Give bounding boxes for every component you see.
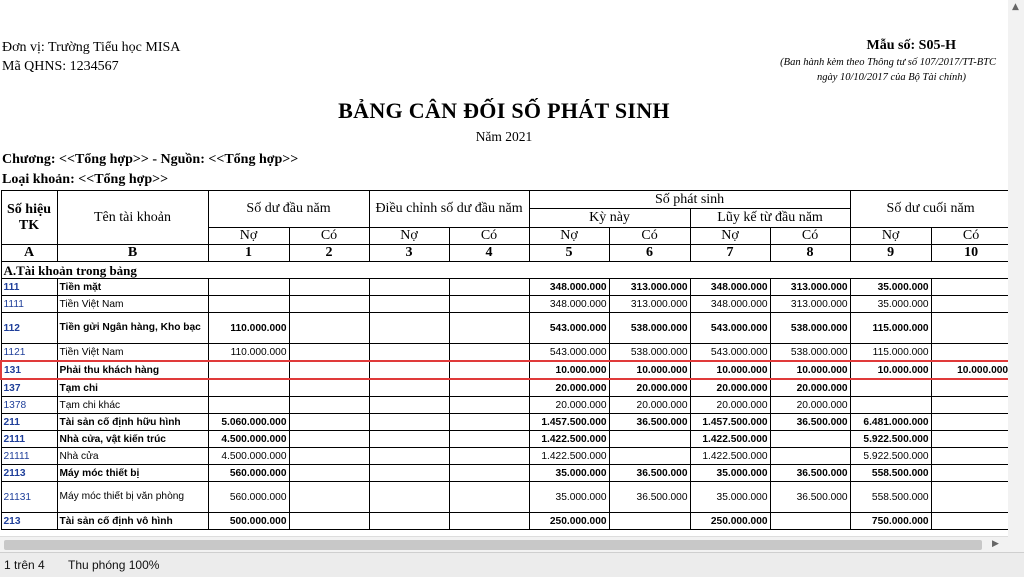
- account-code[interactable]: 1378: [1, 397, 57, 414]
- amount-cell: [369, 296, 449, 313]
- amount-cell: [609, 448, 690, 465]
- form-note-line2: ngày 10/10/2017 của Bộ Tài chính): [816, 72, 966, 83]
- amount-cell: 6.481.000.000: [850, 414, 931, 431]
- amount-cell: [931, 279, 1011, 296]
- column-label: 4: [449, 245, 529, 262]
- table-row: [1, 313, 1011, 344]
- amount-cell: 20.000.000: [609, 379, 690, 397]
- amount-cell: [931, 414, 1011, 431]
- amount-cell: [449, 296, 529, 313]
- amount-cell: 10.000.000: [690, 361, 770, 379]
- amount-cell: [449, 431, 529, 448]
- amount-cell: 313.000.000: [770, 279, 850, 296]
- header-credit: Có: [609, 228, 690, 245]
- amount-cell: [289, 414, 369, 431]
- column-label: 10: [931, 245, 1011, 262]
- account-name: Tài sản cố định vô hình: [57, 513, 208, 530]
- table-row: [1, 414, 1011, 431]
- amount-cell: 543.000.000: [690, 313, 770, 344]
- amount-cell: [931, 513, 1011, 530]
- amount-cell: 115.000.000: [850, 344, 931, 362]
- amount-cell: 1.457.500.000: [529, 414, 609, 431]
- account-code[interactable]: 21111: [1, 448, 57, 465]
- amount-cell: [770, 448, 850, 465]
- amount-cell: [369, 513, 449, 530]
- amount-cell: [449, 448, 529, 465]
- balance-table: [0, 190, 1012, 530]
- account-name: Tiền mặt: [57, 279, 208, 296]
- status-bar: [0, 552, 1024, 577]
- amount-cell: 1.457.500.000: [690, 414, 770, 431]
- amount-cell: 348.000.000: [529, 296, 609, 313]
- amount-cell: 313.000.000: [770, 296, 850, 313]
- amount-cell: 538.000.000: [770, 313, 850, 344]
- header-arising: Số phát sinh: [529, 191, 850, 209]
- amount-cell: [449, 397, 529, 414]
- header-debit: Nợ: [208, 228, 289, 245]
- amount-cell: [289, 344, 369, 362]
- amount-cell: [850, 397, 931, 414]
- account-name: Máy móc thiết bị: [57, 465, 208, 482]
- form-info: [780, 38, 996, 84]
- amount-cell: [931, 397, 1011, 414]
- column-label: 6: [609, 245, 690, 262]
- amount-cell: [208, 379, 289, 397]
- account-code[interactable]: 131: [1, 361, 57, 379]
- amount-cell: [369, 448, 449, 465]
- amount-cell: [289, 397, 369, 414]
- amount-cell: [931, 465, 1011, 482]
- amount-cell: [369, 482, 449, 513]
- account-code[interactable]: 211: [1, 414, 57, 431]
- amount-cell: 1.422.500.000: [529, 448, 609, 465]
- amount-cell: 35.000.000: [690, 482, 770, 513]
- amount-cell: 5.922.500.000: [850, 448, 931, 465]
- filter-chapter-source: Chương: <<Tổng hợp>> - Nguồn: <<Tổng hợp>>: [2, 152, 299, 167]
- amount-cell: 560.000.000: [208, 465, 289, 482]
- amount-cell: [208, 361, 289, 379]
- table-row: [1, 482, 1011, 513]
- amount-cell: [369, 397, 449, 414]
- amount-cell: 543.000.000: [529, 313, 609, 344]
- zoom-level[interactable]: Thu phóng 100%: [68, 558, 160, 572]
- amount-cell: [289, 431, 369, 448]
- amount-cell: 20.000.000: [529, 379, 609, 397]
- amount-cell: [289, 279, 369, 296]
- scroll-right-icon[interactable]: ▶: [992, 539, 999, 549]
- header-credit: Có: [289, 228, 369, 245]
- amount-cell: [770, 513, 850, 530]
- amount-cell: 348.000.000: [529, 279, 609, 296]
- table-row: [1, 379, 1011, 397]
- filter-category: Loại khoản: <<Tổng hợp>>: [2, 172, 169, 187]
- header-debit: Nợ: [529, 228, 609, 245]
- header-adjust: Điều chỉnh số dư đầu năm: [369, 191, 529, 228]
- account-code[interactable]: 213: [1, 513, 57, 530]
- amount-cell: [931, 313, 1011, 344]
- table-row: [1, 344, 1011, 362]
- amount-cell: [369, 431, 449, 448]
- amount-cell: 20.000.000: [770, 397, 850, 414]
- amount-cell: 543.000.000: [690, 344, 770, 362]
- amount-cell: [289, 465, 369, 482]
- amount-cell: 20.000.000: [770, 379, 850, 397]
- table-row: [1, 279, 1011, 296]
- amount-cell: 500.000.000: [208, 513, 289, 530]
- vertical-scrollbar[interactable]: [1008, 0, 1024, 552]
- amount-cell: 750.000.000: [850, 513, 931, 530]
- amount-cell: [369, 344, 449, 362]
- report-filters: [2, 150, 298, 190]
- amount-cell: 4.500.000.000: [208, 431, 289, 448]
- account-name: Tiền Việt Nam: [57, 296, 208, 313]
- amount-cell: 313.000.000: [609, 296, 690, 313]
- amount-cell: 560.000.000: [208, 482, 289, 513]
- amount-cell: 250.000.000: [690, 513, 770, 530]
- amount-cell: [449, 379, 529, 397]
- amount-cell: [931, 296, 1011, 313]
- amount-cell: [449, 344, 529, 362]
- amount-cell: 1.422.500.000: [690, 448, 770, 465]
- amount-cell: [449, 465, 529, 482]
- table-row: [1, 397, 1011, 414]
- amount-cell: [369, 465, 449, 482]
- amount-cell: [850, 379, 931, 397]
- amount-cell: [609, 513, 690, 530]
- amount-cell: [449, 313, 529, 344]
- amount-cell: 35.000.000: [850, 279, 931, 296]
- amount-cell: [931, 482, 1011, 513]
- amount-cell: 1.422.500.000: [690, 431, 770, 448]
- amount-cell: 538.000.000: [770, 344, 850, 362]
- amount-cell: 36.500.000: [609, 414, 690, 431]
- amount-cell: 1.422.500.000: [529, 431, 609, 448]
- amount-cell: 20.000.000: [609, 397, 690, 414]
- amount-cell: [289, 513, 369, 530]
- account-code[interactable]: 112: [1, 313, 57, 344]
- amount-cell: 10.000.000: [529, 361, 609, 379]
- column-label: 9: [850, 245, 931, 262]
- amount-cell: [931, 379, 1011, 397]
- amount-cell: [449, 414, 529, 431]
- amount-cell: 36.500.000: [609, 465, 690, 482]
- form-number: Mẫu số: S05-H: [866, 38, 956, 53]
- account-name: Tiền Việt Nam: [57, 344, 208, 362]
- account-code[interactable]: 2113: [1, 465, 57, 482]
- amount-cell: 5.060.000.000: [208, 414, 289, 431]
- amount-cell: 36.500.000: [770, 482, 850, 513]
- amount-cell: [369, 414, 449, 431]
- amount-cell: [770, 431, 850, 448]
- amount-cell: 36.500.000: [609, 482, 690, 513]
- table-row: [1, 448, 1011, 465]
- amount-cell: 250.000.000: [529, 513, 609, 530]
- amount-cell: [369, 279, 449, 296]
- amount-cell: 35.000.000: [850, 296, 931, 313]
- horizontal-scrollbar[interactable]: [0, 536, 1008, 552]
- amount-cell: [289, 313, 369, 344]
- header-account-no: Số hiệu TK: [1, 191, 57, 245]
- account-name: Nhà cửa: [57, 448, 208, 465]
- amount-cell: 35.000.000: [529, 465, 609, 482]
- header-credit: Có: [931, 228, 1011, 245]
- amount-cell: [449, 361, 529, 379]
- amount-cell: 110.000.000: [208, 313, 289, 344]
- account-name: Tài sản cố định hữu hình: [57, 414, 208, 431]
- amount-cell: [289, 361, 369, 379]
- report-title: BẢNG CÂN ĐỐI SỐ PHÁT SINH: [338, 98, 670, 123]
- amount-cell: 115.000.000: [850, 313, 931, 344]
- amount-cell: 10.000.000: [850, 361, 931, 379]
- amount-cell: 10.000.000: [770, 361, 850, 379]
- qhns-code: Mã QHNS: 1234567: [2, 59, 119, 74]
- unit-info: [2, 38, 180, 76]
- amount-cell: [449, 279, 529, 296]
- table-row: [1, 465, 1011, 482]
- account-code[interactable]: 21131: [1, 482, 57, 513]
- amount-cell: [369, 361, 449, 379]
- amount-cell: 35.000.000: [690, 465, 770, 482]
- amount-cell: 543.000.000: [529, 344, 609, 362]
- amount-cell: 10.000.000: [931, 361, 1011, 379]
- column-label: 8: [770, 245, 850, 262]
- amount-cell: 348.000.000: [690, 296, 770, 313]
- column-label: 3: [369, 245, 449, 262]
- page-indicator: 1 trên 4: [4, 558, 45, 572]
- column-label: 1: [208, 245, 289, 262]
- amount-cell: [449, 513, 529, 530]
- amount-cell: 20.000.000: [529, 397, 609, 414]
- header-period: Kỳ này: [529, 209, 690, 228]
- account-code[interactable]: 2111: [1, 431, 57, 448]
- amount-cell: 558.500.000: [850, 482, 931, 513]
- report-year: Năm 2021: [475, 129, 533, 144]
- amount-cell: [449, 482, 529, 513]
- amount-cell: 5.922.500.000: [850, 431, 931, 448]
- form-note-line1: (Ban hành kèm theo Thông tư số 107/2017/TT-BTC: [780, 57, 996, 68]
- header-credit: Có: [449, 228, 529, 245]
- column-label: 7: [690, 245, 770, 262]
- amount-cell: 35.000.000: [529, 482, 609, 513]
- amount-cell: [931, 431, 1011, 448]
- amount-cell: [289, 482, 369, 513]
- amount-cell: 36.500.000: [770, 465, 850, 482]
- column-label: 2: [289, 245, 369, 262]
- amount-cell: [208, 397, 289, 414]
- amount-cell: [289, 379, 369, 397]
- amount-cell: 558.500.000: [850, 465, 931, 482]
- account-code[interactable]: 137: [1, 379, 57, 397]
- amount-cell: 313.000.000: [609, 279, 690, 296]
- amount-cell: [208, 296, 289, 313]
- amount-cell: 20.000.000: [690, 379, 770, 397]
- column-label: B: [57, 245, 208, 262]
- table-row: [1, 296, 1011, 313]
- account-name: Máy móc thiết bị văn phòng: [57, 482, 208, 513]
- amount-cell: [931, 344, 1011, 362]
- column-label: 5: [529, 245, 609, 262]
- amount-cell: [609, 431, 690, 448]
- header-debit: Nợ: [690, 228, 770, 245]
- account-name: Tiền gửi Ngân hàng, Kho bạc: [57, 313, 208, 344]
- amount-cell: 10.000.000: [609, 361, 690, 379]
- amount-cell: 20.000.000: [690, 397, 770, 414]
- header-debit: Nợ: [850, 228, 931, 245]
- header-credit: Có: [770, 228, 850, 245]
- section-title: A.Tài khoản trong bảng: [1, 262, 1011, 279]
- amount-cell: [289, 448, 369, 465]
- amount-cell: [369, 379, 449, 397]
- amount-cell: [369, 313, 449, 344]
- account-name: Tạm chi khác: [57, 397, 208, 414]
- horizontal-scroll-thumb[interactable]: [4, 540, 982, 550]
- account-name: Nhà cửa, vật kiến trúc: [57, 431, 208, 448]
- account-code[interactable]: 1121: [1, 344, 57, 362]
- amount-cell: [289, 296, 369, 313]
- table-row: [1, 513, 1011, 530]
- account-name: Phải thu khách hàng: [57, 361, 208, 379]
- amount-cell: 538.000.000: [609, 313, 690, 344]
- table-row: [1, 431, 1011, 448]
- unit-name: Đơn vị: Trường Tiểu học MISA: [2, 40, 181, 55]
- amount-cell: 4.500.000.000: [208, 448, 289, 465]
- header-cumulative: Lũy kế từ đầu năm: [690, 209, 850, 228]
- header-debit: Nợ: [369, 228, 449, 245]
- amount-cell: [931, 448, 1011, 465]
- scroll-up-icon[interactable]: ▲: [1012, 2, 1019, 12]
- account-code[interactable]: 111: [1, 279, 57, 296]
- account-name: Tạm chi: [57, 379, 208, 397]
- header-opening: Số dư đầu năm: [208, 191, 369, 228]
- column-label: A: [1, 245, 57, 262]
- header-closing: Số dư cuối năm: [850, 191, 1011, 228]
- table-row: [1, 361, 1011, 379]
- account-code[interactable]: 1111: [1, 296, 57, 313]
- amount-cell: 538.000.000: [609, 344, 690, 362]
- amount-cell: 110.000.000: [208, 344, 289, 362]
- amount-cell: [208, 279, 289, 296]
- amount-cell: 36.500.000: [770, 414, 850, 431]
- header-account-name: Tên tài khoản: [57, 191, 208, 245]
- amount-cell: 348.000.000: [690, 279, 770, 296]
